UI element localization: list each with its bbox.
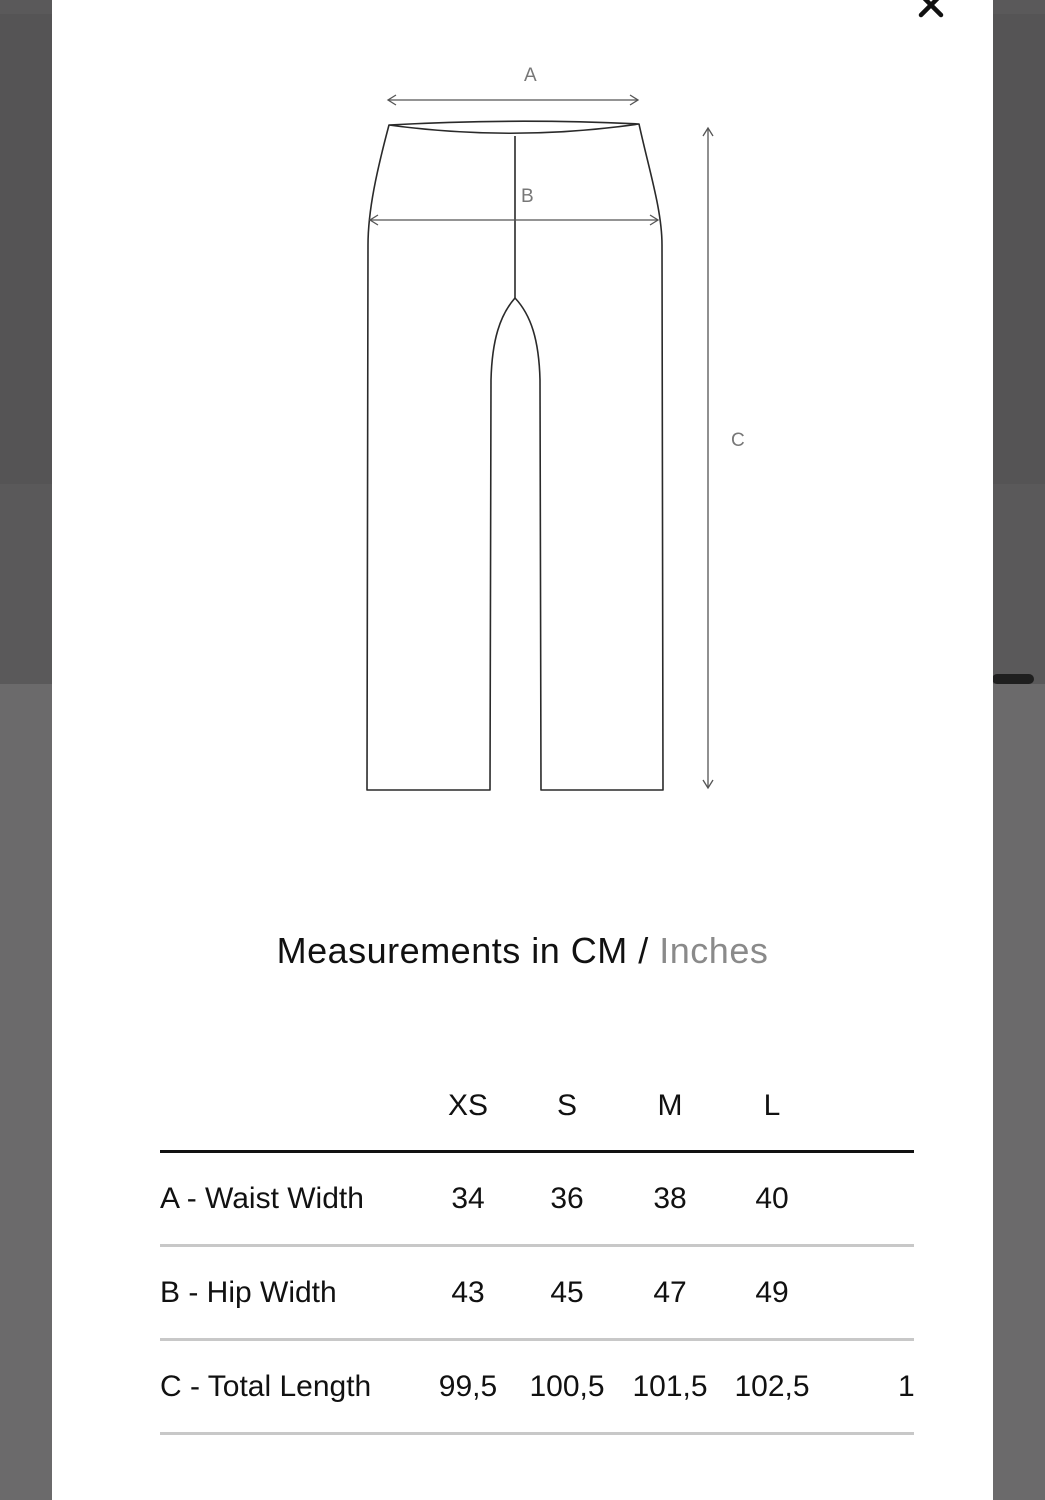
table-cell: 38	[653, 1181, 687, 1215]
table-cell: 102,5	[734, 1369, 810, 1403]
size-header-xs: XS	[447, 1089, 489, 1122]
unit-inches-toggle[interactable]: Inches	[659, 930, 769, 971]
pants-outline-illustration	[52, 0, 993, 820]
table-row	[160, 1247, 914, 1341]
table-cell: 99,5	[438, 1369, 498, 1403]
dimension-label-c: C	[731, 430, 745, 451]
table-row	[160, 1153, 914, 1247]
pants-measurement-diagram	[52, 0, 993, 820]
dimension-label-b: B	[521, 186, 534, 207]
table-cell: 36	[550, 1181, 584, 1215]
size-header-m: M	[657, 1089, 683, 1122]
table-cell: 101,5	[632, 1369, 708, 1403]
row-label: C - Total Length	[160, 1369, 372, 1403]
unit-cm-label: Measurements in CM	[276, 930, 628, 971]
size-chart-table	[160, 1080, 914, 1435]
scroll-handle[interactable]	[992, 674, 1034, 684]
table-cell: 47	[653, 1275, 687, 1309]
size-chart-header-row	[160, 1080, 914, 1153]
table-cell-overflow: 1	[898, 1369, 915, 1403]
unit-separator: /	[638, 930, 649, 971]
row-label: A - Waist Width	[160, 1181, 364, 1215]
table-row	[160, 1341, 914, 1435]
measurement-units-heading	[52, 930, 993, 972]
table-cell: 43	[451, 1275, 485, 1309]
size-guide-modal	[52, 0, 993, 1500]
table-cell: 34	[451, 1181, 485, 1215]
table-cell: 49	[755, 1275, 789, 1309]
row-label: B - Hip Width	[160, 1275, 337, 1309]
dimension-label-a: A	[524, 65, 537, 86]
table-cell: 100,5	[529, 1369, 605, 1403]
size-header-s: S	[556, 1089, 577, 1122]
table-cell: 45	[550, 1275, 584, 1309]
table-cell: 40	[755, 1181, 789, 1215]
size-header-l: L	[763, 1089, 781, 1122]
